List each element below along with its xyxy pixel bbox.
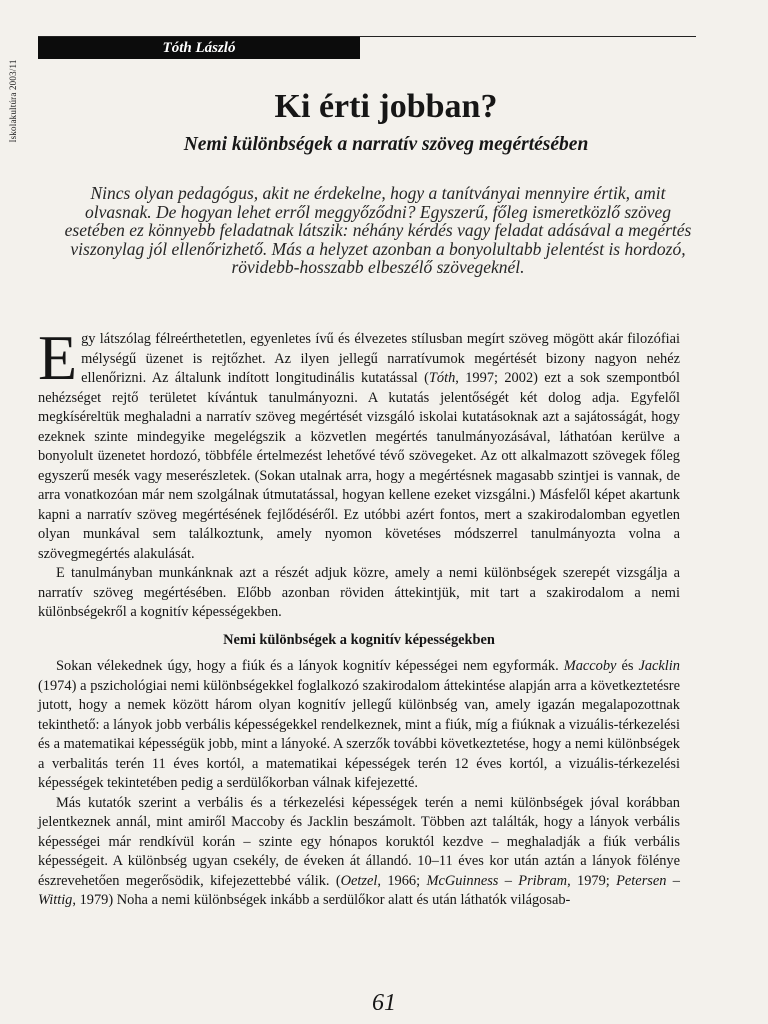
author-name: Tóth László: [162, 39, 236, 56]
paragraph-4-text-c: , 1979;: [567, 872, 617, 889]
paragraph-3-text: Sokan vélekednek úgy, hogy a fiúk és a lányok kognitív képességei nem egyformák.: [56, 658, 564, 674]
citation: Tóth: [428, 370, 456, 386]
paragraph-4-text: Más kutatók szerint a verbális és a térkezelési képességek terén a nemi különbségek jóval korábban jelentkeznek annál, mint amiről Maccoby és Jacklin beszámolt. Többen azt találták, hogy a lányok verbális képességei már rendkívül korán – szinte egy hónapos koruktól kezdve – meghaladják a fiúk verbális képességeit. A különbség ugyan csekély, de éveken át állandó. 10–11 éves kor után aztán a lányok fölénye észrevehetően megerősödik, kifejezettebbé válik. (: [38, 794, 680, 889]
page-number: 61: [372, 990, 396, 1016]
article-title: Ki érti jobban?: [274, 88, 498, 125]
citation: Jacklin: [638, 658, 681, 674]
paragraph-4-text-b: , 1966;: [377, 872, 427, 889]
citation: Maccoby: [563, 658, 617, 674]
paragraph-2: E tanulmányban munkánknak azt a részét adjuk közre, amely a nemi különbségek szerepét vizsgálja a narratív szöveg megértésében. Előbb azonban röviden áttekintjük, mit tart a szakirodalom a nemi különbségekről a kognitív képességekben.: [38, 565, 680, 620]
article-abstract: Nincs olyan pedagógus, akit ne érdekelne, hogy a tanítványai mennyire értik, amit olvasnak. De hogyan lehet erről meggyőződni? Egyszerű, főleg ismeretközlő szöveg esetében ez könnyebb feladatnak látszik: néhány kérdés vagy feladat adásával a megértés viszonylag jól ellenőrizhető. Más a helyzet azonban a bonyolultabb jelentést is hordozó, rövidebb-hosszabb elbeszélő szövegeknél.: [64, 183, 692, 278]
paragraph-3-text-cont: (1974) a pszichológiai nemi különbségekkel foglalkozó szakirodalom áttekintése alapján arra a következtetésre jutott, hogy a nemek között három olyan kognitív jellegű különbség van, amely igazán megalapozottnak tekinthető: a lányok jobb verbális képességekkel rendelkeznek, mint a fiúk, míg a fiúknak a vizuális-térkezelési és a matematikai képességük jobb, mint a lányoké. A szerzők további következtetése, hogy a nemi különbségek a verbalitás terén 11 éves kortól, a matematikai képességek terén 12 éves kortól, a vizuális-térkezelési képességek tekintetében pedig a serdülőkorban válnak kifejezetté.: [38, 677, 680, 791]
paragraph-3: [38, 657, 680, 794]
paragraph-1-text: gy látszólag félreérthetetlen, egyenletes ívű és élvezetes stílusban megírt szöveg mögött akár filozófiai mélységű üzenet is rejtőzhet. Az ilyen jellegű narratívumok megértését bizony nagyon nehéz ellenőrizni. Az általunk indított longitudinális kutatással (: [81, 331, 680, 386]
journal-side-label: [2, 36, 24, 166]
paragraph-1-text-cont: , 1997; 2002) ezt a sok szempontból nehézséget rejtő területet kívántuk tanulmányozni. A kutatás jelentőségét két dolog adja. Egyfelől megkíséreltük meghaladni a narratív szöveg megértését vizsgáló iskolai kutatásoknak azt a sajátosságát, hogy ezeknek szinte mindegyike megelégszik a közvetlen megértés tanulmányozásával, láthatóan kerülve a bonyolult üzenetet hordozó, többféle értelmezést lehetővé tévő szövegeket. Az ott alkalmazott szövegek főleg egyszerű mesék vagy meserészletek. (Sokan utalnak arra, hogy a megértésnek magasabb szintjei is vannak, de arra vonatkozóan már nem szolgálnak útmutatással, hogyan kellene ezeket vizsgálni.) Másfelől képet akartunk kapni a narratív szöveg megértésének fejlődéséről. Ez utóbbi azért fontos, mert a szakirodalomban egyetlen olyan munkával sem találkoztunk, amely nyomon követéses módszerrel tanulmányozta volna a szövegmegértés alakulását.: [38, 370, 680, 562]
article-body: [38, 322, 681, 911]
drop-cap: E: [38, 322, 78, 393]
paragraph-4: [38, 794, 680, 911]
article-subtitle: Nemi különbségek a narratív szöveg megértésében: [183, 134, 589, 155]
citation: Oetzel: [340, 872, 378, 889]
paragraph-4-text-d: , 1979) Noha a nemi különbségek inkább a serdülőkor alatt és után láthatók világosab-: [72, 892, 571, 908]
citation: Petersen – Wittig: [38, 872, 681, 908]
conjunction: és: [616, 658, 639, 674]
citation: McGuinness – Pribram: [426, 872, 568, 889]
paragraph-1: [38, 322, 680, 564]
author-bar: [38, 37, 360, 59]
journal-side-label-text: Iskolakultúra 2003/11: [8, 59, 18, 143]
section-heading: Nemi különbségek a kognitív képességekben: [223, 631, 495, 648]
